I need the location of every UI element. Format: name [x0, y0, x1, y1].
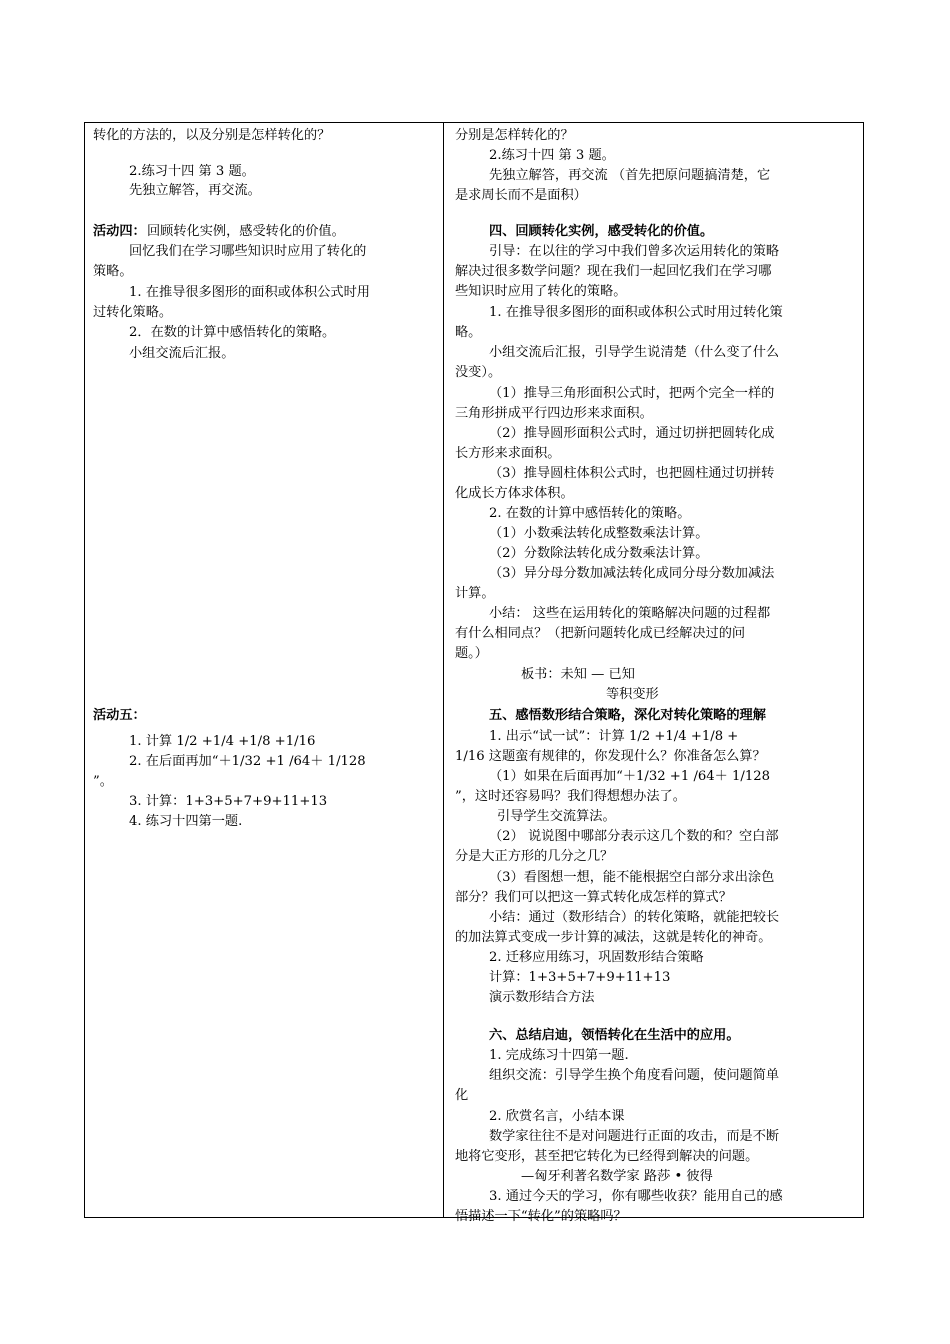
left-line: 回顾转化实例，感受转化的价值。	[147, 224, 345, 239]
right-line: 分别是怎样转化的？	[455, 128, 574, 143]
right-line: （2） 说说图中哪部分表示这几个数的和？空白部	[489, 829, 779, 844]
left-line: ”。	[93, 774, 113, 789]
right-line: 的加法算式变成一步计算的减法，这就是转化的神奇。	[455, 930, 772, 945]
right-line: 题。）	[455, 646, 488, 661]
left-line: 回忆我们在学习哪些知识时应用了转化的	[129, 244, 367, 259]
right-line: 小结：通过（数形结合）的转化策略，就能把较长	[489, 910, 780, 925]
right-line: （2）分数除法转化成分数乘法计算。	[489, 546, 709, 561]
right-line: 演示数形结合方法	[489, 990, 595, 1005]
right-line: （3）看图想一想，能不能根据空白部分求出涂色	[489, 870, 775, 885]
right-line: 1. 在推导很多图形的面积或体积公式时用过转化策	[489, 305, 783, 320]
activity-heading: 活动四：	[93, 224, 146, 239]
right-line: 1/16 这题蛮有规律的，你发现什么？你准备怎么算？	[455, 749, 766, 764]
left-line: 4. 练习十四第一题.	[129, 814, 243, 829]
left-line: 过转化策略。	[93, 305, 173, 320]
left-line: 转化的方法的，以及分别是怎样转化的？	[93, 128, 331, 143]
right-line: 略。	[455, 325, 482, 340]
section-heading: 四、回顾转化实例，感受转化的价值。	[489, 224, 714, 239]
right-line: 1. 出示“试一试”：计算 1/2 +1/4 +1/8 +	[489, 729, 739, 744]
right-line: 长方形来求面积。	[455, 446, 561, 461]
right-line: 组织交流：引导学生换个角度看问题，使问题简单	[489, 1068, 780, 1083]
right-line: 3. 通过今天的学习，你有哪些收获？能用自己的感	[489, 1189, 783, 1204]
right-line: 化成长方体求体积。	[455, 486, 574, 501]
right-line: 1. 完成练习十四第一题.	[489, 1048, 629, 1063]
right-line: （3）推导圆柱体积公式时，也把圆柱通过切拼转	[489, 466, 775, 481]
right-line: 些知识时应用了转化的策略。	[455, 284, 627, 299]
right-line: 小结： 这些在运用转化的策略解决问题的过程都	[489, 606, 771, 621]
right-line: 计算。	[455, 586, 495, 601]
left-line: 1. 在推导很多图形的面积或体积公式时用	[129, 285, 370, 300]
right-line: 2. 迁移应用练习，巩固数形结合策略	[489, 950, 704, 965]
left-line: 2．在数的计算中感悟转化的策略。	[129, 325, 336, 340]
left-line: 2. 在后面再加“＋1/32 +1 /64＋ 1/128	[129, 754, 366, 769]
right-line: （1）小数乘法转化成整数乘法计算。	[489, 526, 709, 541]
right-line: 解决过很多数学问题？现在我们一起回忆我们在学习哪	[455, 264, 772, 279]
left-line: 小组交流后汇报。	[129, 346, 235, 361]
section-heading: 六、总结启迪，领悟转化在生活中的应用。	[489, 1028, 740, 1043]
column-divider	[443, 123, 444, 1217]
right-line: （1）如果在后面再加“＋1/32 +1 /64＋ 1/128	[489, 769, 771, 784]
right-line: 悟描述一下“转化”的策略吗？	[455, 1209, 627, 1224]
right-line: 部分？我们可以把这一算式转化成怎样的算式？	[455, 890, 732, 905]
right-line: 有什么相同点？（把新问题转化成已经解决过的问	[455, 626, 746, 641]
right-line: 分是大正方形的几分之几？	[455, 849, 614, 864]
right-line: 数学家往往不是对问题进行正面的攻击，而是不断	[489, 1129, 780, 1144]
right-line: 没变）。	[455, 365, 502, 380]
right-line: 2. 欣赏名言，小结本课	[489, 1109, 625, 1124]
blackboard-note: 等积变形	[606, 687, 659, 702]
right-line: 引导学生交流算法。	[497, 809, 616, 824]
right-line: 计算：1+3+5+7+9+11+13	[489, 970, 671, 985]
right-line: 是求周长而不是面积）	[455, 188, 587, 203]
left-line: 2.练习十四 第 3 题。	[129, 164, 255, 179]
left-line: 策略。	[93, 264, 133, 279]
right-line: 地将它变形，甚至把它转化为已经得到解决的问题。	[455, 1149, 759, 1164]
right-line: 2. 在数的计算中感悟转化的策略。	[489, 506, 691, 521]
blackboard-note: 板书：未知 — 已知	[521, 667, 635, 682]
right-line: 小组交流后汇报，引导学生说清楚（什么变了什么	[489, 345, 780, 360]
left-line: 1. 计算 1/2 +1/4 +1/8 +1/16	[129, 734, 316, 749]
activity-heading: 活动五：	[93, 708, 146, 723]
lesson-plan-table	[84, 122, 864, 1224]
right-line: 化	[455, 1088, 469, 1103]
right-line: 三角形拼成平行四边形来求面积。	[455, 406, 653, 421]
right-line: （1）推导三角形面积公式时，把两个完全一样的	[489, 386, 775, 401]
left-line: 3. 计算：1+3+5+7+9+11+13	[129, 794, 328, 809]
right-line: 引导：在以往的学习中我们曾多次运用转化的策略	[489, 244, 780, 259]
right-line: （3）异分母分数加减法转化成同分母分数加减法	[489, 566, 775, 581]
left-line: 先独立解答，再交流。	[129, 183, 261, 198]
quote-attribution: —匈牙利著名数学家 路莎 • 彼得	[521, 1169, 713, 1184]
right-line: （2）推导圆形面积公式时，通过切拼把圆转化成	[489, 426, 775, 441]
section-heading: 五、感悟数形结合策略，深化对转化策略的理解	[489, 708, 766, 723]
right-line: 2.练习十四 第 3 题。	[489, 148, 615, 163]
right-line: ”，这时还容易吗？我们得想想办法了。	[455, 789, 686, 804]
right-line: 先独立解答，再交流 （首先把原问题搞清楚，它	[489, 168, 771, 183]
